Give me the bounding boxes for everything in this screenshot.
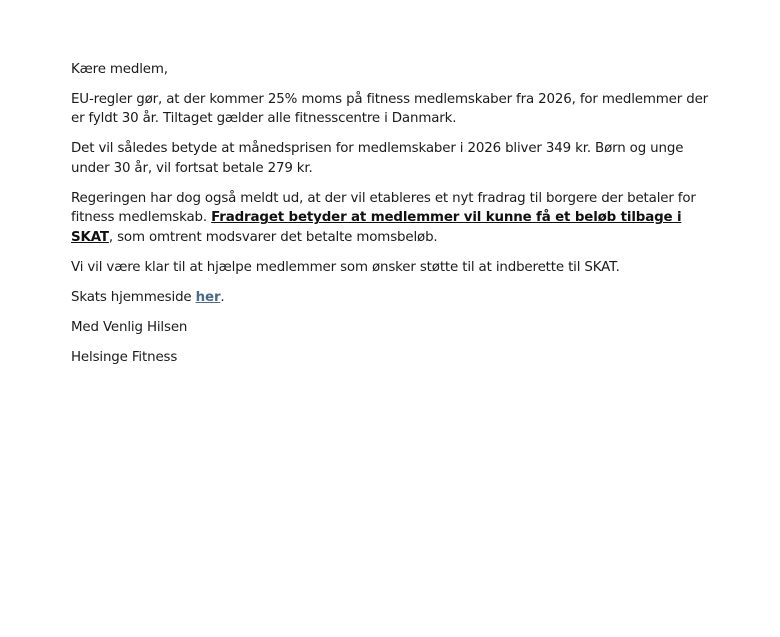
- deduction-link[interactable]: Fradraget betyder at medlemmer vil kunne få et beløb tilbage i SKAT: [71, 210, 682, 246]
- letter-body: [71, 60, 711, 378]
- closing: Med Venlig Hilsen: [71, 319, 188, 335]
- skat-website-text: Skats hjemmeside: [71, 289, 196, 305]
- paragraph-help: Vi vil være klar til at hjælpe medlemmer som ønsker støtte til at indberette til SKAT.: [71, 259, 620, 275]
- greeting: Kære medlem,: [71, 62, 168, 77]
- skat-website-period: .: [220, 289, 225, 305]
- deduction-text-start: Regeringen har dog også meldt ud, at der vil etableres et nyt fradrag til borgere der betaler for fitness medlemskab.: [71, 190, 696, 226]
- signature: Helsinge Fitness: [71, 349, 178, 365]
- paragraph-deduction: [71, 189, 711, 248]
- paragraph-skat-website: [71, 288, 711, 308]
- paragraph-monthly-price: Det vil således betyde at månedsprisen for medlemskaber i 2026 bliver 349 kr. Børn og unge under 30 år, vil fortsat betale 279 kr.: [71, 141, 684, 176]
- skat-website-link[interactable]: her: [195, 289, 221, 305]
- deduction-text-end: , som omtrent modsvarer det betalte momsbeløb.: [108, 230, 438, 246]
- paragraph-vat-rules: EU-regler gør, at der kommer 25% moms på fitness medlemskaber fra 2026, for medlemmer der er fyldt 30 år. Tiltaget gælder alle fitnesscentre i Danmark.: [71, 91, 709, 127]
